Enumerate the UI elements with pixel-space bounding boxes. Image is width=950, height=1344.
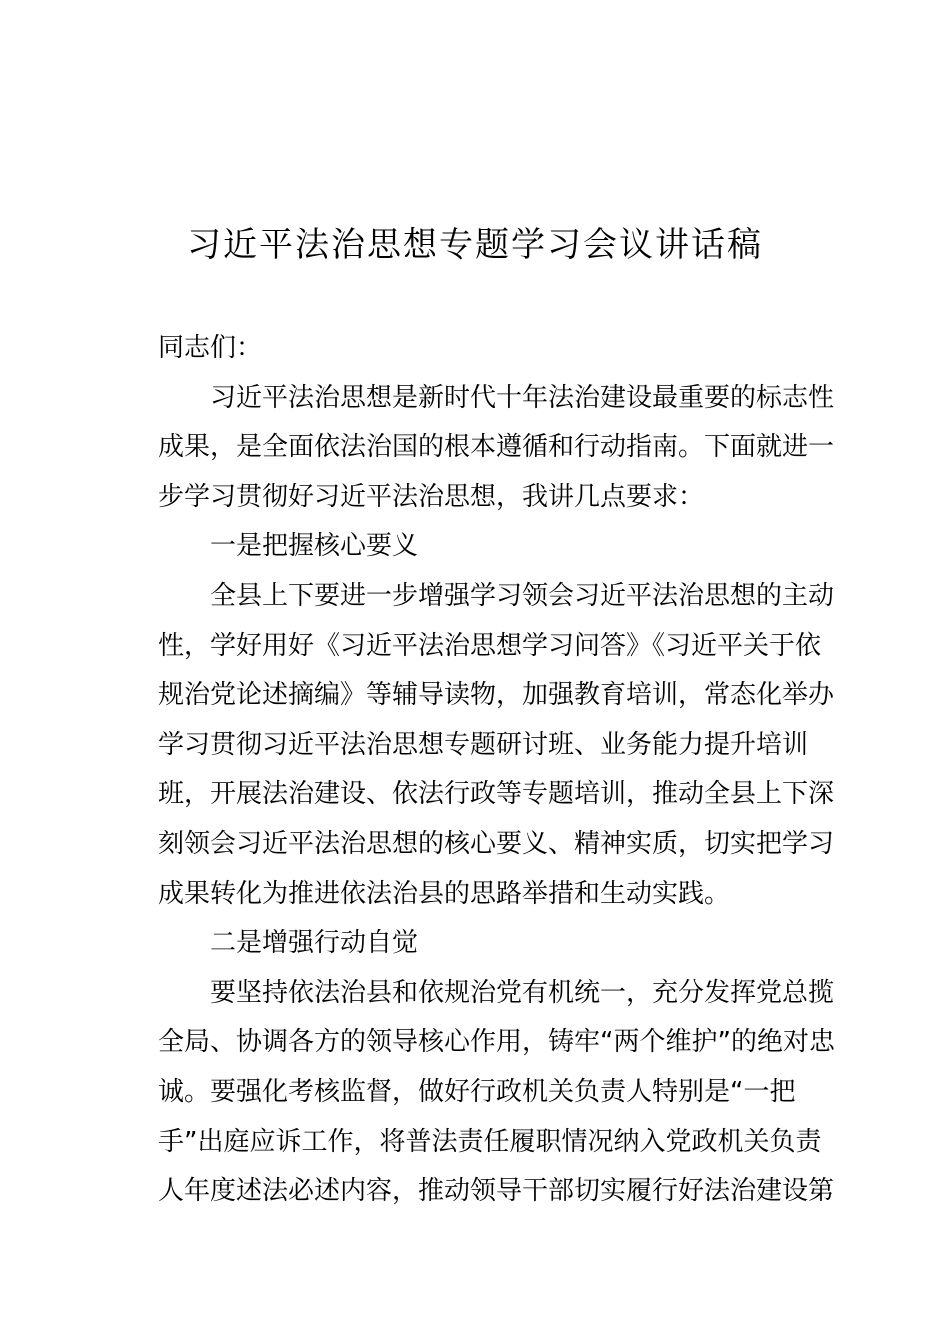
section-paragraph-1: 全县上下要进一步增强学习领会习近平法治思想的主动性，学好用好《习近平法治思想学习问答》《习近平关于依规治党论述摘编》等辅导读物，加强教育培训，常态化举办学习贯彻习近平法治思想专题研讨班、业务能力提升培训班，开展法治建设、依法行政等专题培训，推动全县上下深刻领会习近平法治思想的核心要义、精神实质，切实把学习成果转化为推进依法治县的思路举措和生动实践。 xyxy=(158,580,835,909)
salutation: 同志们： xyxy=(158,333,263,363)
document-body xyxy=(158,324,838,1217)
document-title: 习近平法治思想专题学习会议讲话稿 xyxy=(187,225,763,265)
section-paragraph-2: 要坚持依法治县和依规治党有机统一，充分发挥党总揽全局、协调各方的领导核心作用，铸牢“两个维护”的绝对忠诚。要强化考核监督，做好行政机关负责人特别是“一把手”出庭应诉工作，将普法责任履职情况纳入党政机关负责人年度述法必述内容，推动领导干部切实履行好法治建设第 xyxy=(158,977,835,1207)
section-heading-2: 二是增强行动自觉 xyxy=(210,928,419,959)
section-heading-1: 一是把握核心要义 xyxy=(210,531,419,562)
intro-paragraph: 习近平法治思想是新时代十年法治建设最重要的标志性成果，是全面依法治国的根本遵循和行动指南。下面就进一步学习贯彻好习近平法治思想，我讲几点要求： xyxy=(158,382,835,512)
